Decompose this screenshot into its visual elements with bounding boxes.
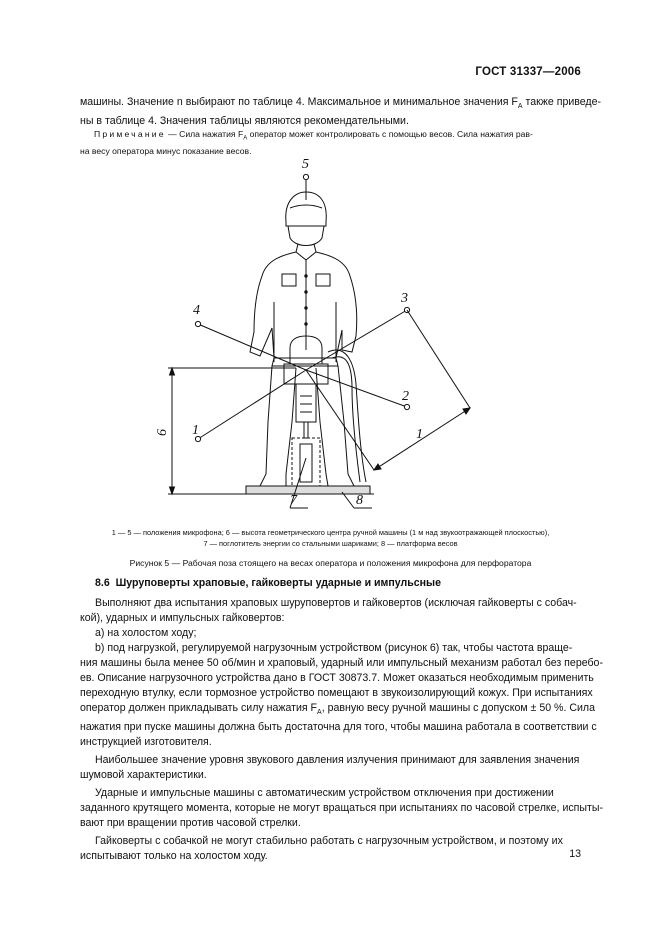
drill-barrel xyxy=(296,384,316,422)
intro-paragraph xyxy=(80,95,602,129)
body-p3-line2: шумовой характеристики. xyxy=(80,769,207,782)
body-p5-line1: Гайковерты с собачкой не могут стабильно работать с нагрузочным устройством, и поэтому их xyxy=(95,835,563,848)
label-6: 6 xyxy=(155,429,170,436)
legend-line-2: 7 — поглотитель энергии со стальными шариками; 8 — платформа весов xyxy=(203,538,458,548)
label-4: 4 xyxy=(193,303,200,318)
face-shape xyxy=(288,226,324,246)
body-item-a: a) на холостом ходу; xyxy=(95,627,197,639)
note-line-1: Примечание — Сила нажатия $F_A$ оператор может контролировать с помощью весов. Сила нажатия рав- xyxy=(94,129,533,142)
body-p2-line1: b) под нагрузкой, регулируемой нагрузочным устройством (рисунок 6) так, чтобы частота враще- xyxy=(95,642,573,654)
body-p5-line2: испытывают только на холостом ходу. xyxy=(80,850,268,863)
dim1-extension-top xyxy=(407,310,470,408)
body-p4-line3: вают при вращении против часовой стрелки. xyxy=(80,817,301,830)
label-5: 5 xyxy=(302,157,309,172)
mic5-marker xyxy=(303,174,308,179)
intro-line-2: ны в таблице 4. Значения таблицы являются рекомендательными. xyxy=(80,115,409,128)
note-line-2: на весу оператора минус показание весов. xyxy=(80,146,252,157)
mic2-marker xyxy=(404,404,409,409)
figure-legend xyxy=(22,528,639,549)
body-p1-line1: Выполняют два испытания храповых шуруповертов и гайковертов (исключая гайковерты с собач- xyxy=(95,597,577,609)
collar xyxy=(296,252,316,260)
section-heading xyxy=(95,577,585,589)
mic1-line xyxy=(198,370,306,439)
document-header: ГОСТ 31337—2006 xyxy=(475,66,581,78)
label-8: 8 xyxy=(356,493,363,508)
energy-absorber xyxy=(292,438,320,486)
legend-line-1: 1 — 5 — положения микрофона; 6 — высота геометрического центра ручной машины (1 м над звукоотражающей плоскостью), xyxy=(111,528,550,537)
body-p2-line2: ния машины была менее 50 об/мин и храповый, ударный или импульсный механизм работал без перебо- xyxy=(80,657,603,669)
body-p2-line5: оператор должен прикладывать силу нажатия $F_A$, равную весу ручной машины с допуском ± 50 %. Сила xyxy=(80,702,595,717)
page-number: 13 xyxy=(569,848,581,860)
body-p4-line2: заданного крутящего момента, которые не могут вращаться при испытаниях по часовой стрелке, испыты- xyxy=(80,802,603,815)
body-p4-line1: Ударные и импульсные машины с автоматическим устройством отключения при достижении xyxy=(95,787,554,800)
body-p1-line2: кой), ударных и импульсных гайковертов: xyxy=(80,612,285,624)
label-dim-1: 1 xyxy=(416,427,423,442)
section-title: Шуруповерты храповые, гайковерты ударные и импульсные xyxy=(115,577,441,589)
label-3: 3 xyxy=(401,291,408,306)
body-p2-line7: инструкцией изготовителя. xyxy=(80,736,212,749)
body-p2-line3: ев. Описание нагрузочного устройства дано в ГОСТ 30873.7. Может оказаться необходимым применить xyxy=(80,672,594,684)
body-p2-line6: нажатия при пуске машины должна быть достаточна для того, чтобы машина работала в соответствии с xyxy=(80,721,597,734)
label-1: 1 xyxy=(192,423,199,438)
scale-platform xyxy=(246,486,370,494)
figure-5-drawing xyxy=(150,152,500,527)
figure-caption: Рисунок 5 — Рабочая поза стоящего на весах оператора и положения микрофона для перфоратора xyxy=(129,558,532,568)
left-arm xyxy=(250,252,296,358)
label-7: 7 xyxy=(290,493,297,508)
mic4-marker xyxy=(195,321,200,326)
section-body xyxy=(80,596,603,864)
body-p2-line4: переходную втулку, если тормозное устройство помещают в звукоизолирующий кожух. При испытаниях xyxy=(80,687,593,699)
intro-line-1: машины. Значение n выбирают по таблице 4. Максимальное и минимальное значения $F_A$ также приведе- xyxy=(80,96,602,111)
label-2: 2 xyxy=(402,389,409,404)
operator-figure-svg xyxy=(150,152,500,527)
section-number: 8.6 xyxy=(95,577,110,589)
drill-bit xyxy=(304,422,308,438)
note-label: Примечание xyxy=(94,129,166,139)
mic2-line xyxy=(306,370,407,407)
body-p3-line1: Наибольшее значение уровня звукового давления излучения принимают для заявления значения xyxy=(95,754,580,767)
drill-body xyxy=(284,364,328,384)
